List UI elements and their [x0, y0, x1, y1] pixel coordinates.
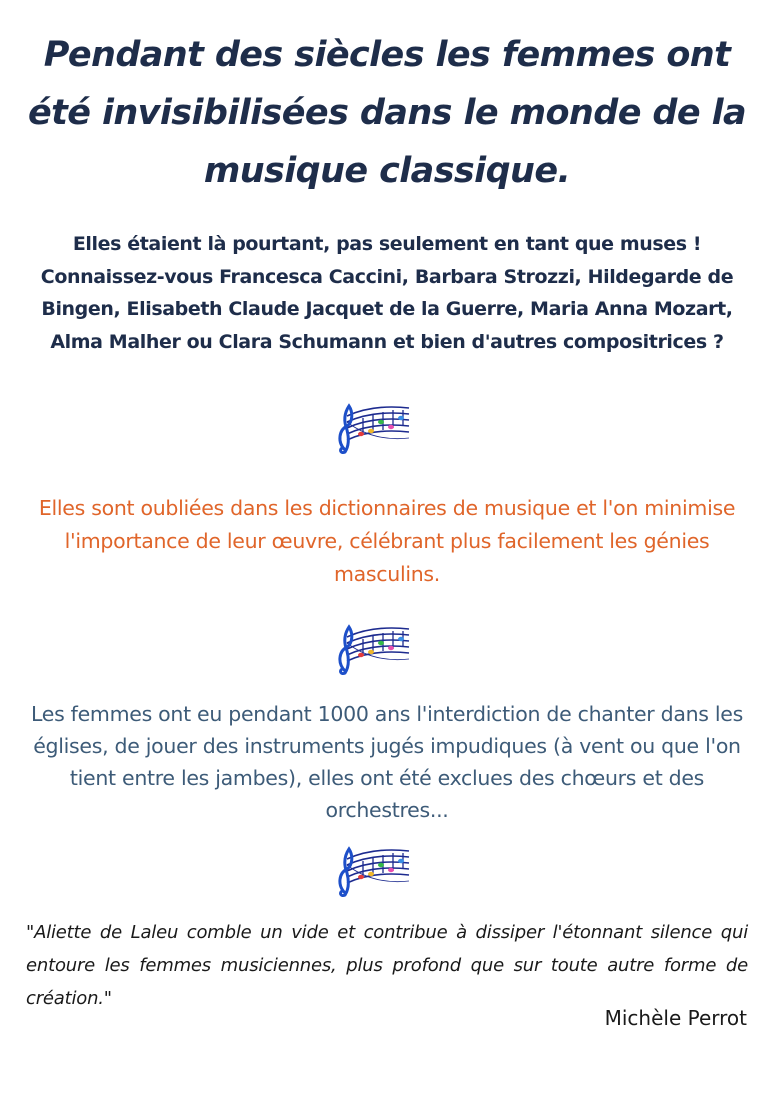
music-notes-icon: [333, 400, 413, 456]
page-title: Pendant des siècles les femmes ont été invisibilisées dans le monde de la musique classique.: [27, 35, 747, 191]
music-notes-icon: [333, 843, 413, 899]
forgotten-paragraph: Elles sont oubliées dans les dictionnaires de musique et l'on minimise l'importance de leur œuvre, célébrant plus facilement les génies masculins.: [38, 496, 736, 586]
quote-author: Michèle Perrot: [604, 1006, 747, 1030]
intro-paragraph: Elles étaient là pourtant, pas seulement en tant que muses ! Connaissez-vous Francesca Caccini, Barbara Strozzi, Hildegarde de Bingen, Elisabeth Claude Jacquet de la Guerre, Maria Anna Mozart, Alma Malher ou Clara Schumann et bien d'autres compositrices ?: [40, 233, 734, 353]
prohibition-paragraph: Les femmes ont eu pendant 1000 ans l'interdiction de chanter dans les églises, de jouer des instruments jugés impudiques (à vent ou que l'on tient entre les jambes), elles ont été exclues des chœurs et des orchestres...: [31, 702, 743, 822]
quote-text: "Aliette de Laleu comble un vide et contribue à dissiper l'étonnant silence qui entoure les femmes musiciennes, plus profond que sur toute autre forme de création.": [26, 922, 748, 1009]
music-notes-icon: [333, 621, 413, 677]
